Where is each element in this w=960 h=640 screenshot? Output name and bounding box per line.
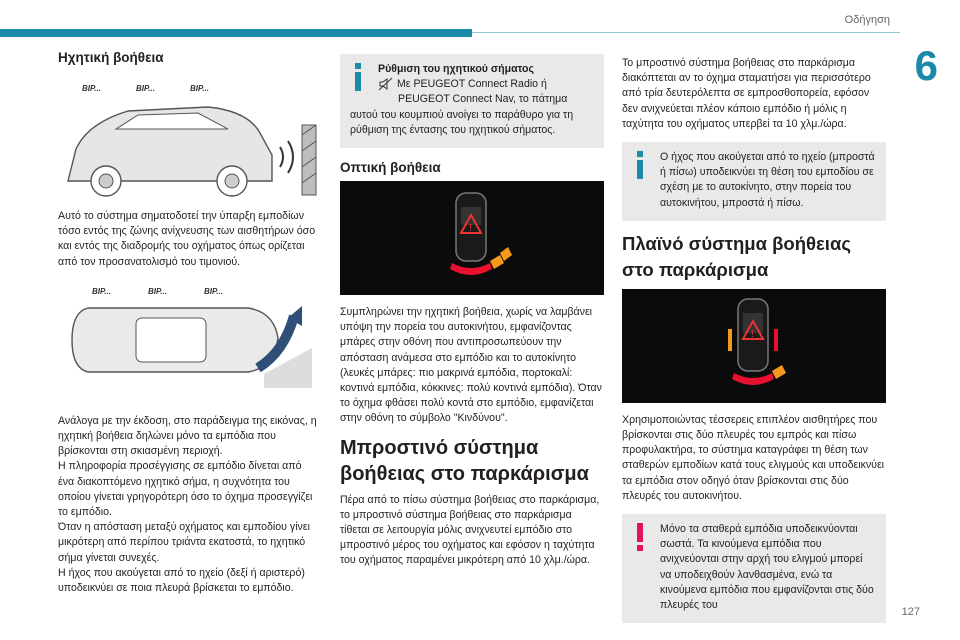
paragraph: Χρησιμοποιώντας τέσσερεις επιπλέον αισθητήρες που βρίσκονται στις δύο πλευρές του εμπρός και πίσω προφυλακτήρα, το σύστημα καταγράφει τη θέση των σταθερών εμποδίων κατά τους ελιγμούς και υποδεικνύει τα εμπόδια στον οδηγό όταν βρίσκονται στις δύο πλευρές του αυτοκινήτου.	[622, 413, 885, 502]
note-line	[350, 77, 594, 92]
beep-label: BIP...	[204, 286, 223, 296]
column-2	[340, 54, 604, 569]
paragraph: Αυτό το σύστημα σηματοδοτεί την ύπαρξη εμποδίων τόσο εντός της ζώνης ανίχνευσης των αισθητήρων όσο και εντός της διαδρομής του οχήματος όπως ορίζεται από τον προσανατολισμό του τιμονιού.	[58, 210, 316, 268]
column-3	[622, 56, 886, 631]
beep-label: BIP...	[190, 84, 209, 93]
car-top-view-illustration	[58, 276, 320, 396]
beep-label: BIP...	[136, 84, 155, 93]
page-number: 127	[901, 606, 920, 618]
figure-side-screen	[622, 289, 886, 403]
warning-note-obstacles	[622, 514, 886, 623]
page-section-title: Οδήγηση	[844, 14, 890, 26]
note-text: αυτού του κουμπιού ανοίγει το παράθυρο για τη ρύθμιση της έντασης του ηχητικού σήματος.	[350, 108, 574, 136]
note-text: Μόνο τα σταθερά εμπόδια υποδεικνύονται σωστά. Τα κινούμενα εμπόδια που ανιχνεύονται στην αρχή του ελιγμού μπορεί να υποδειχθούν λανθασμένα, ενώ τα κινούμενα εμπόδια που εμφανίζονται στις δύο πλευρές του	[660, 523, 874, 612]
parking-screen-illustration	[340, 181, 604, 295]
column-1	[58, 50, 320, 596]
paragraph: Όταν η απόσταση μεταξύ οχήματος και εμποδίου γίνει μικρότερη από περίπου τριάντα εκατοστά, το ηχητικό σήμα γίνεται συνεχές.	[58, 521, 310, 564]
header-rule	[472, 32, 900, 33]
paragraph: Η ήχος που ακούγεται από το ηχείο (δεξί ή αριστερό) υποδεικνύει σε ποια πλευρά βρίσκεται το εμπόδιο.	[58, 566, 305, 595]
note-line: PEUGEOT Connect Nav, το πάτημα	[398, 93, 568, 106]
speaker-icon	[378, 77, 394, 91]
info-note-speaker	[622, 142, 886, 221]
paragraph: Συμπληρώνει την ηχητική βοήθεια, χωρίς να λαμβάνει υπόψη την πορεία του αυτοκινήτου, εμφανίζοντας μπάρες στην οθόνη που αντιπροσωπεύουν την απόσταση ανάμεσα στο εμπόδιο και το αυτοκίνητο (λευκές μπάρες: πιο μακρινά εμπόδια, πορτοκαλί: κοντινά εμπόδια, κόκκινες: πολύ κοντινά εμπόδια). Όταν το όχημα φθάσει πολύ κοντά στο εμπόδιο, εμφανίζεται στην οθόνη το σύμβολο "Κινδύνου".	[340, 306, 602, 425]
beep-label: BIP...	[148, 286, 167, 296]
info-icon	[350, 62, 366, 92]
header-accent-bar	[0, 29, 472, 37]
beep-label: BIP...	[92, 286, 111, 296]
heading-front-parking: Μπροστινό σύστημα βοήθειας στο παρκάρισμα	[340, 436, 589, 485]
note-title: Ρύθμιση του ηχητικού σήματος	[378, 63, 535, 75]
figure-visual-screen	[340, 181, 604, 295]
note-text: Ο ήχος που ακούγεται από το ηχείο (μπροστά ή πίσω) υποδεικνύει τη θέση του εμποδίου σε σχέση με το αυτοκίνητο, στην πορεία του αυτοκινήτου, μπροστά ή πίσω.	[660, 151, 875, 209]
beep-label: BIP...	[82, 84, 101, 93]
paragraph: Το μπροστινό σύστημα βοήθειας στο παρκάρισμα διακόπτεται αν το όχημα σταματήσει για περισσότερο από τρία δευτερόλεπτα σε εμπροσθοπορεία, εφόσον δεν ανιχνεύεται πλέον κάποιο εμπόδιο ή μόλις η ταχύτητα του οχήματος υπερβεί τα 10 χλμ./ώρα.	[622, 57, 871, 130]
svg-text:!: !	[751, 328, 754, 340]
heading-visual-assistance: Οπτική βοήθεια	[340, 160, 441, 176]
side-parking-screen-illustration	[622, 289, 884, 403]
warning-icon	[632, 522, 648, 552]
info-icon	[632, 150, 648, 180]
figure-car-top-view	[58, 276, 320, 404]
heading-side-parking: Πλαϊνό σύστημα βοήθειας στο παρκάρισμα	[622, 232, 851, 280]
paragraph: Η πληροφορία προσέγγισης σε εμπόδιο δίνεται από ένα διακοπτόμενο ηχητικό σήμα, η συχνότητα του οποίου γίνεται γρηγορότερη όσο το όχημα προσεγγίζει το εμπόδιο.	[58, 460, 313, 519]
heading-audible-assistance: Ηχητική βοήθεια	[58, 50, 164, 65]
paragraph: Πέρα από το πίσω σύστημα βοήθειας στο παρκάρισμα, το μπροστινό σύστημα βοήθειας στο παρκάρισμα τίθεται σε λειτουργία μόλις ανιχνευτεί εμπόδιο στο μπροστινό μέρος του οχήματος και εφόσον η ταχύτητα του οχήματος παραμένει μικρότερη από 10 χλμ./ώρα.	[340, 493, 600, 567]
info-note-sound-setting	[340, 54, 604, 148]
note-text: Με PEUGEOT Connect Radio ή	[396, 78, 547, 91]
paragraph: Ανάλογα με την έκδοση, στο παράδειγμα της εικόνας, η ηχητική βοήθεια δηλώνει μόνο τα εμπόδια που βρίσκονται στη σκιασμένη περιοχή.	[58, 414, 317, 458]
car-illustration	[58, 71, 320, 199]
figure-car-rear-sensors	[58, 71, 320, 199]
svg-text:!: !	[469, 223, 472, 235]
chapter-number: 6	[914, 42, 938, 89]
